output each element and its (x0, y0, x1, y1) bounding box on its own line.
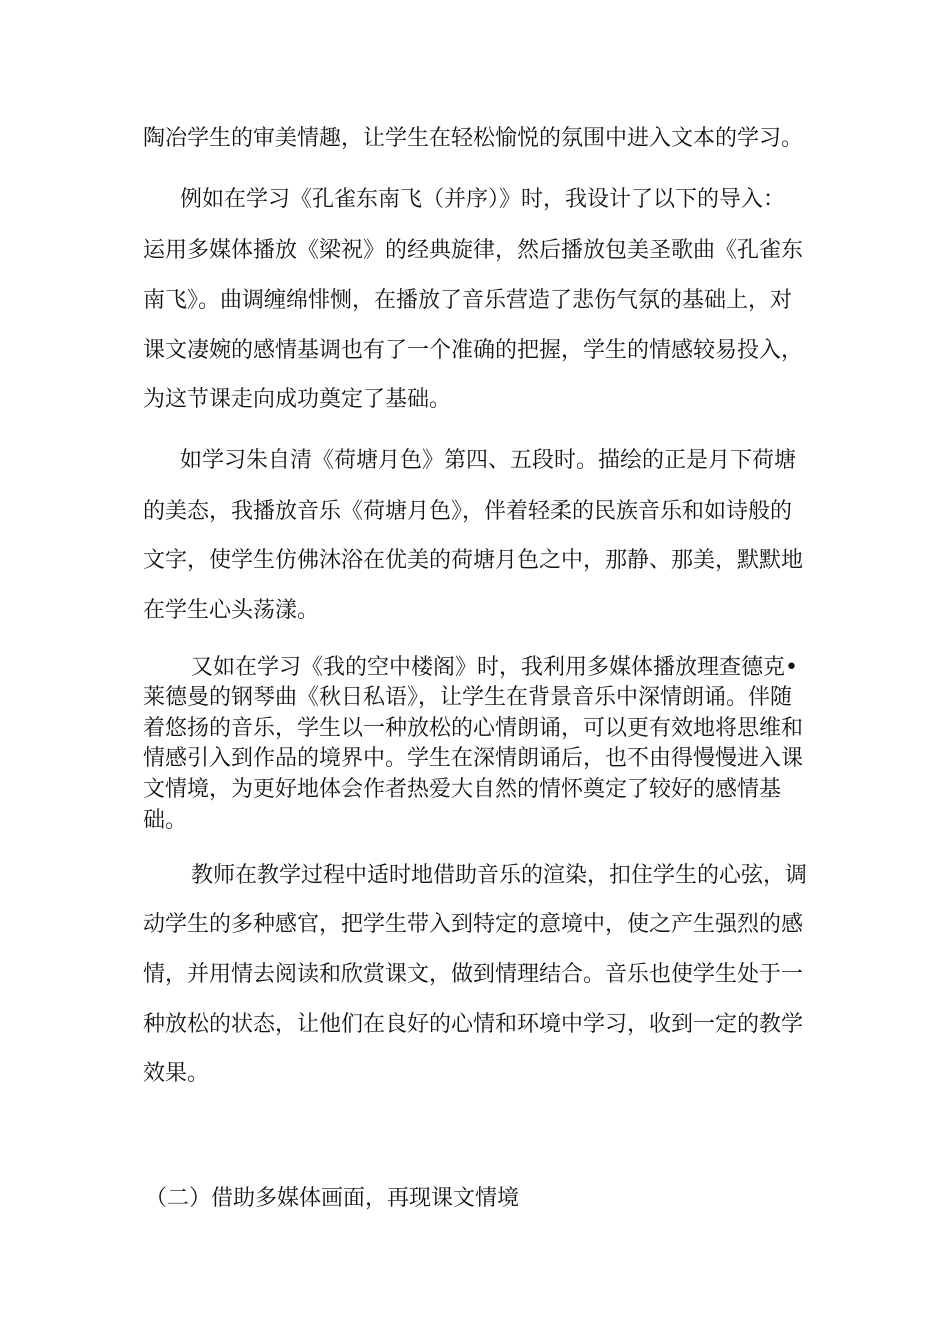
paragraph-3-line-3: 文字，使学生仿佛沐浴在优美的荷塘月色之中，那静、那美，默默地 (143, 548, 804, 573)
paragraph-4-line-1: 又如在学习《我的空中楼阁》时，我利用多媒体播放理查德克• (191, 655, 798, 680)
paragraph-5-line-2: 动学生的多种感官，把学生带入到特定的意境中，使之产生强烈的感 (143, 912, 804, 937)
paragraph-5-line-5: 效果。 (143, 1061, 210, 1086)
paragraph-1-line-1: 陶冶学生的审美情趣，让学生在轻松愉悦的氛围中进入文本的学习。 (143, 126, 804, 151)
paragraph-2-line-2: 运用多媒体播放《梁祝》的经典旋律，然后播放包美圣歌曲《孔雀东 (143, 238, 804, 263)
paragraph-3-line-4: 在学生心头荡漾。 (143, 598, 320, 623)
paragraph-2-line-4: 课文凄婉的感情基调也有了一个准确的把握，学生的情感较易投入， (143, 338, 804, 363)
paragraph-4-line-2: 莱德曼的钢琴曲《秋日私语》，让学生在背景音乐中深情朗诵。伴随 (143, 685, 793, 710)
paragraph-2-line-1: 例如在学习《孔雀东南飞（并序）》时，我设计了以下的导入： (180, 187, 786, 212)
paragraph-2-line-3: 南飞》。曲调缠绵悱恻，在播放了音乐营造了悲伤气氛的基础上，对 (143, 288, 793, 313)
paragraph-4-line-3: 着悠扬的音乐，学生以一种放松的心情朗诵，可以更有效地将思维和 (143, 716, 804, 741)
paragraph-3-line-1: 如学习朱自清《荷塘月色》第四、五段时。描绘的正是月下荷塘 (180, 448, 797, 473)
paragraph-5-line-4: 种放松的状态，让他们在良好的心情和环境中学习，收到一定的教学 (143, 1012, 804, 1037)
paragraph-4-line-6: 础。 (143, 808, 188, 833)
section-heading: （二）借助多媒体画面，再现课文情境 (145, 1186, 520, 1211)
paragraph-5-line-3: 情，并用情去阅读和欣赏课文，做到情理结合。音乐也使学生处于一 (143, 962, 804, 987)
paragraph-3-line-2: 的美态，我播放音乐《荷塘月色》，伴着轻柔的民族音乐和如诗般的 (143, 499, 793, 524)
paragraph-5-line-1: 教师在教学过程中适时地借助音乐的渲染，扣住学生的心弦，调 (191, 863, 808, 888)
paragraph-4-line-4: 情感引入到作品的境界中。学生在深情朗诵后，也不由得慢慢进入课 (143, 746, 804, 771)
paragraph-4-line-5: 文情境，为更好地体会作者热爱大自然的情怀奠定了较好的感情基 (143, 777, 782, 802)
paragraph-2-line-5: 为这节课走向成功奠定了基础。 (143, 387, 452, 412)
